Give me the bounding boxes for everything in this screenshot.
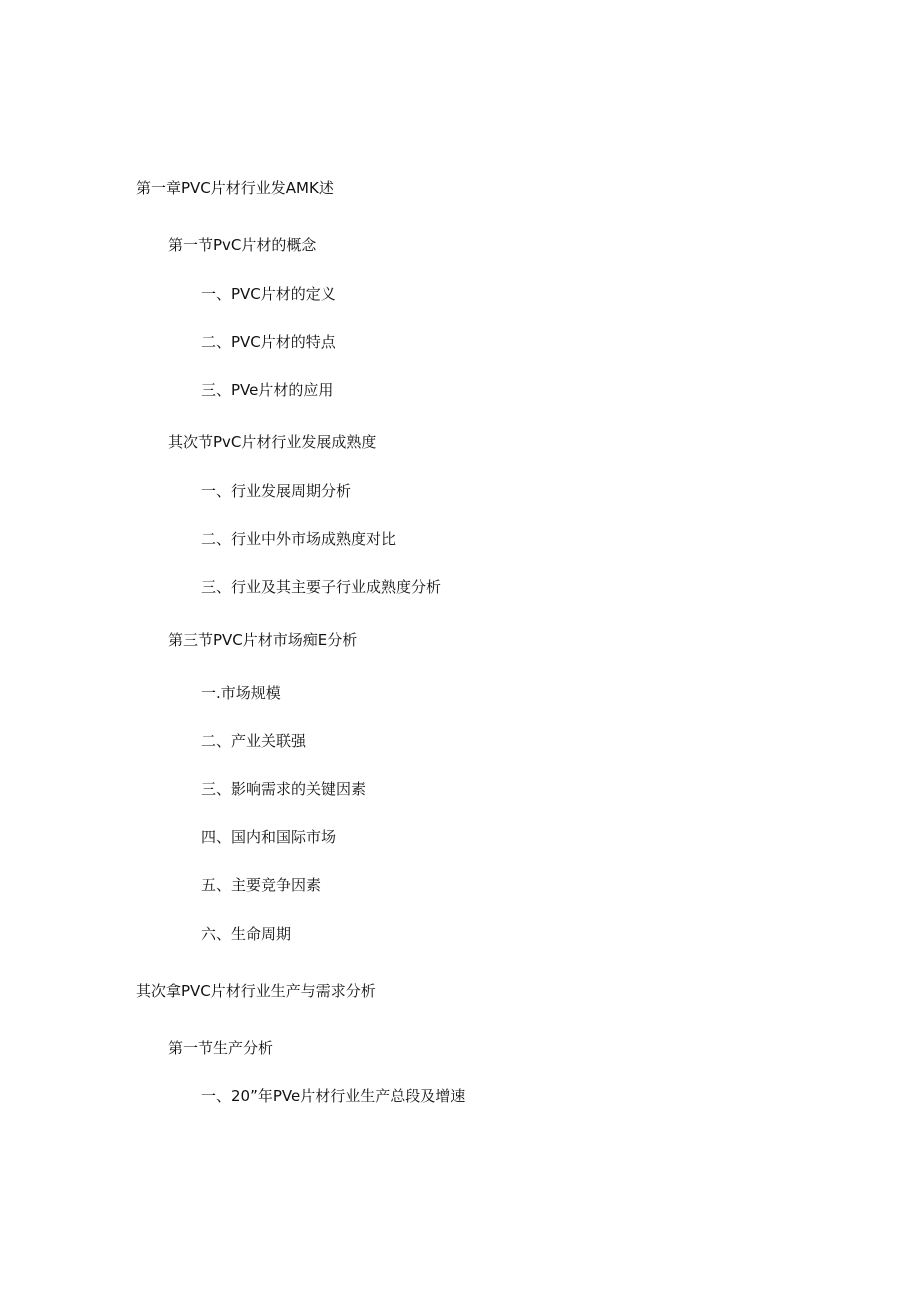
toc-item: 一.市场规模 <box>201 684 281 702</box>
section-heading: 其次节PvC片材行业发展成熟度 <box>168 433 377 451</box>
toc-item: 六、生命周期 <box>201 925 292 943</box>
toc-item: 三、PVe片材的应用 <box>201 381 334 399</box>
toc-item: 五、主要竞争因素 <box>201 876 322 894</box>
toc-item: 三、影响需求的关键因素 <box>201 780 367 798</box>
section-heading: 第三节PVC片材市场痴E分析 <box>168 631 358 649</box>
toc-item: 一、行业发展周期分析 <box>201 482 352 500</box>
chapter-heading: 第一章PVC片材行业发AMK述 <box>136 179 334 197</box>
toc-item: 一、PVC片材的定义 <box>201 285 336 303</box>
toc-item: 二、产业关联强 <box>201 732 307 750</box>
toc-item: 二、PVC片材的特点 <box>201 333 336 351</box>
toc-item: 二、行业中外市场成熟度对比 <box>201 530 397 548</box>
toc-item: 一、20”年PVe片材行业生产总段及增速 <box>201 1087 466 1105</box>
section-heading: 第一节生产分析 <box>168 1039 274 1057</box>
toc-item: 四、国内和国际市场 <box>201 828 337 846</box>
section-heading: 第一节PvC片材的概念 <box>168 236 317 254</box>
chapter-heading: 其次拿PVC片材行业生产与需求分析 <box>136 982 376 1000</box>
toc-item: 三、行业及其主要子行业成熟度分析 <box>201 578 442 596</box>
